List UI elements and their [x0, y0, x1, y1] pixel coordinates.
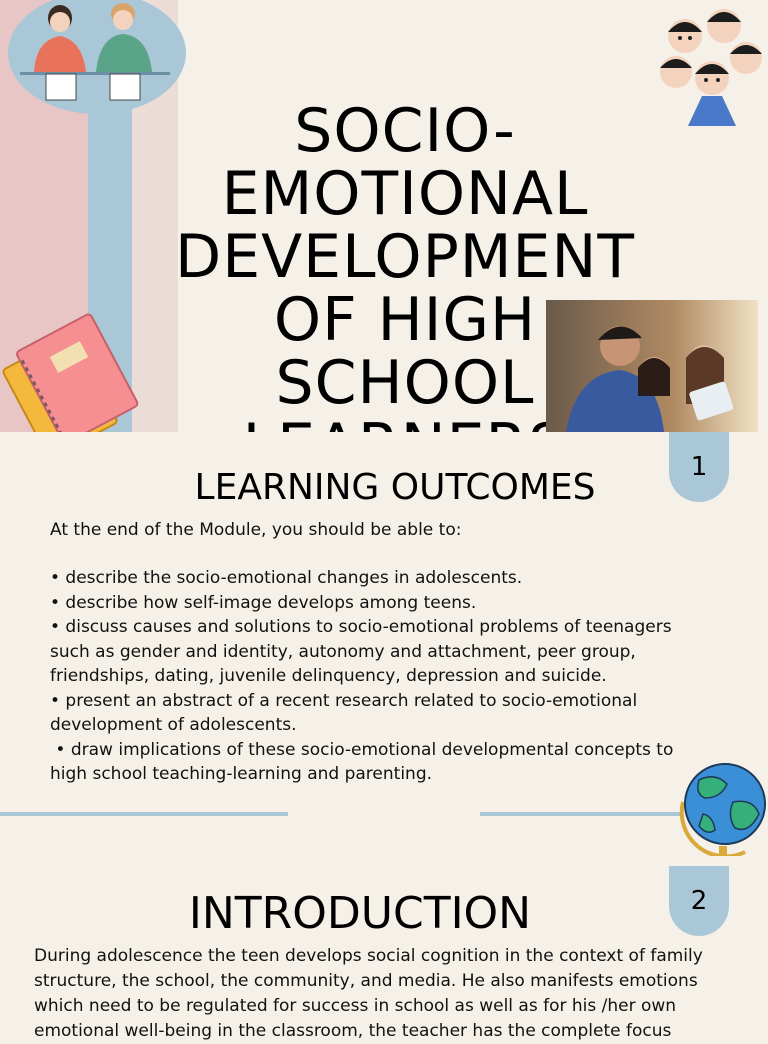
list-item: • present an abstract of a recent research related to socio-emotional development of adolescents. [50, 690, 638, 735]
list-item: • describe the socio-emotional changes in adolescents. [50, 568, 523, 588]
introduction-body: During adolescence the teen develops social cognition in the context of family structure, the school, the community, and media. He also manifests emotions which need to be regulated for success in school as well as for his /her own emotional well-being in the classroom, the teacher has the complete focus [34, 946, 703, 1041]
introduction-slide [0, 856, 768, 1041]
notebooks-illustration-icon [4, 296, 140, 432]
page-number-badge: 1 [669, 432, 729, 502]
outcomes-heading: LEARNING OUTCOMES [194, 467, 596, 508]
divider-left [0, 812, 288, 816]
list-item: • describe how self-image develops among teens. [50, 592, 477, 613]
list-item: • discuss causes and solutions to socio-emotional problems of teenagers such as gender and identity, autonomy and attachment, peer group, friendships, dating, juvenile delinquency, depression and suicide. [50, 617, 672, 686]
list-item: • draw implications of these socio-emotional developmental concepts to high school teaching-learning and parenting. [50, 739, 679, 784]
students-photo-icon [546, 300, 758, 432]
title-slide [0, 0, 768, 432]
learning-outcomes-slide [0, 432, 768, 856]
students-writing-illustration-icon [20, 2, 170, 104]
divider-right [480, 812, 680, 816]
outcomes-intro: At the end of the Module, you should be able to: [50, 520, 462, 540]
page-number-badge: 2 [669, 866, 729, 936]
introduction-heading: INTRODUCTION [188, 888, 532, 939]
globe-illustration-icon [675, 754, 768, 866]
children-group-illustration-icon [650, 2, 768, 128]
outcomes-list [50, 566, 700, 787]
title: SOCIO-EMOTIONAL DEVELOPMENT OF HIGH SCHOOL [175, 96, 635, 418]
